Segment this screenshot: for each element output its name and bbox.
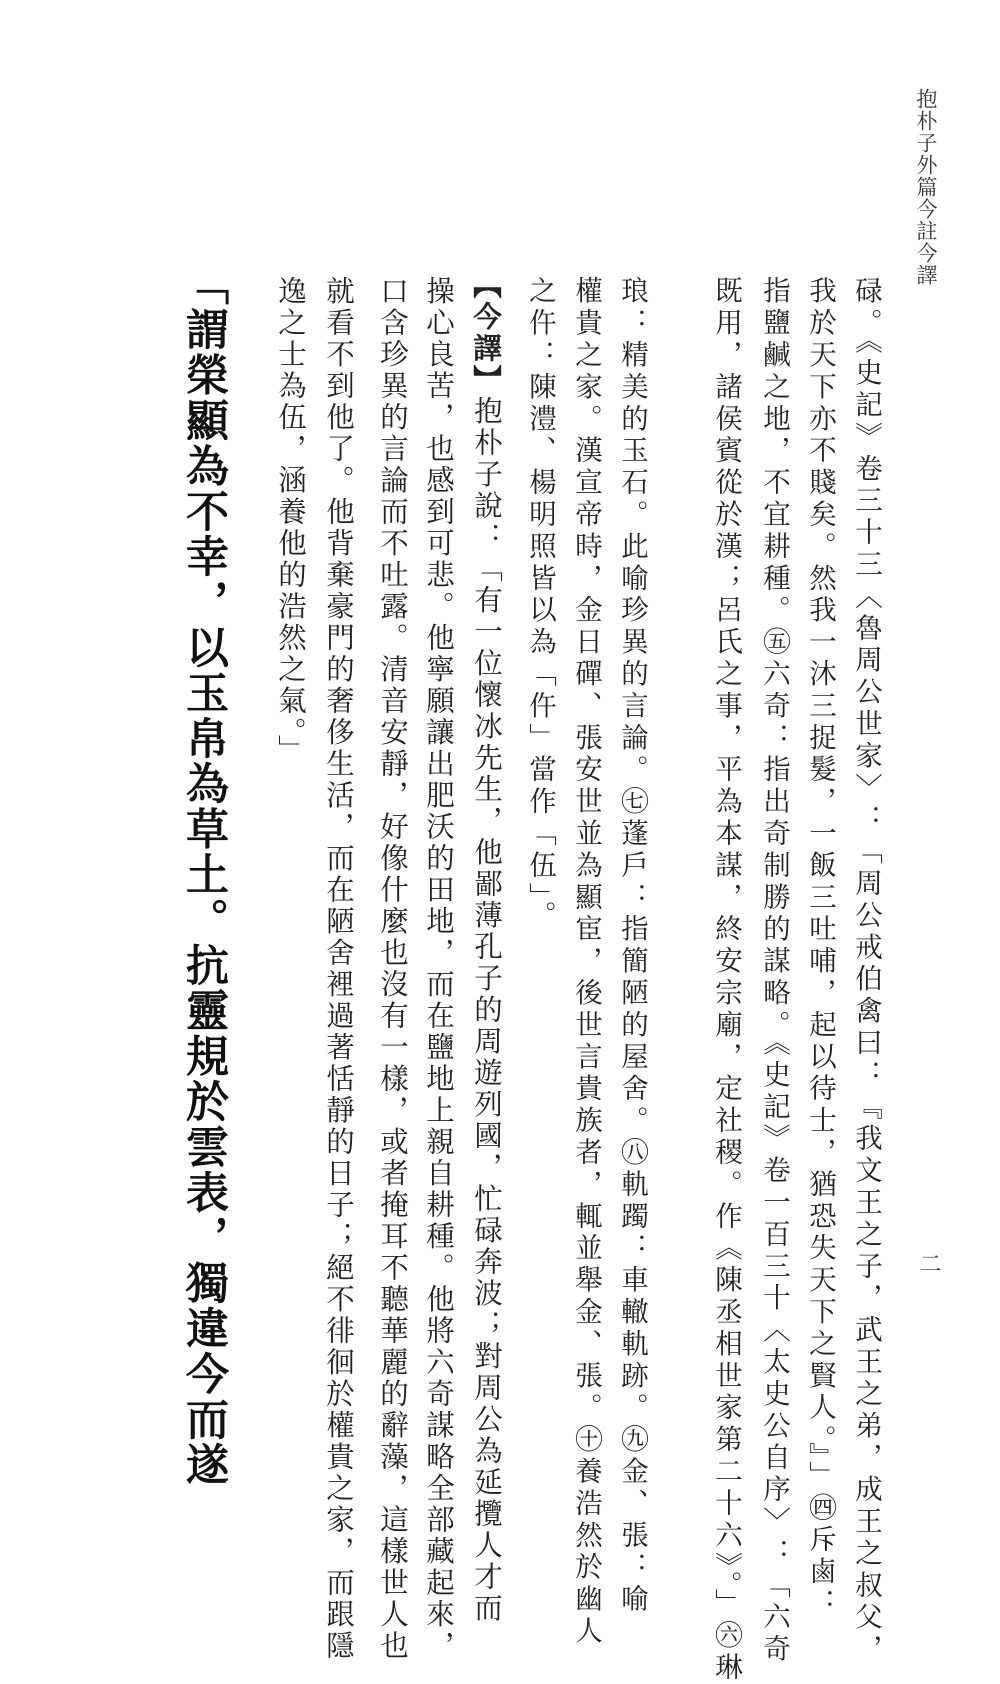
translation-label: 【今譯】 [469,270,503,396]
original-text-line: 「謂榮顯為不幸，以玉帛為草土。抗靈規於雲表，獨違今而遂 [179,262,229,1488]
translation-line: 操心良苦，也感到可悲。他寧願讓出肥沃的田地，而在鹽地上親自耕種。他將六奇謀略全部藏起來， [422,276,455,1662]
translation-line: 就看不到他了。他背棄豪門的奢侈生活，而在陋舍裡過著恬靜的日子；絕不徘徊於權貴之家，而跟隱 [322,276,355,1662]
note-line: 權貴之家。漢宣帝時，金日磾、張安世並為顯宦，後世言貴族者，輒並舉金、張。㊉養浩然於幽人 [570,276,602,1648]
note-line: 琅：精美的玉石。此喻珍異的言論。㊆蓬戶：指簡陋的屋舍。㊇軌躅：車轍軌跡。㊈金、張：喻 [616,276,648,1616]
translation-line: 口含珍異的言論而不吐露。清音安靜，好像什麼也沒有一樣，或者掩耳不聽華麗的辭藻，這樣世人也 [376,276,409,1662]
note-line: 之仵：陳澧、楊明照皆以為「仵」當作「伍」。 [524,276,556,933]
running-title: 抱朴子外篇今註今譯 [914,88,938,286]
note-line: 碌。《史記》卷三十三〈魯周公世家〉：「周公戒伯禽曰：『我文王之子，武王之弟，成王之叔父， [850,276,882,1666]
note-line: 我於天下亦不賤矣。然我一沐三捉髮，一飯三吐哺，起以待士，猶恐失天下之賢人。』」㊃斥鹵： [804,276,836,1621]
translation-line-first [466,270,506,1625]
translation-line: 抱朴子說：「有一位懷冰先生，他鄙薄孔子的周遊列國，忙碌奔波；對周公為延攬人才而 [470,396,503,1625]
note-line: 既用，諸侯賓從於漢；呂氏之事，平為本謀，終安宗廟，定社稷。作《陳丞相世家第二十六》。」㊅琳 [710,276,742,1684]
note-line: 指鹽鹹之地，不宜耕種。㊄六奇：指出奇制勝的謀略。《史記》卷一百三十〈太史公自序〉：「六奇 [758,276,790,1666]
translation-line: 逸之士為伍，涵養他的浩然之氣。」 [274,276,307,766]
page-number: 二 [916,1252,941,1274]
